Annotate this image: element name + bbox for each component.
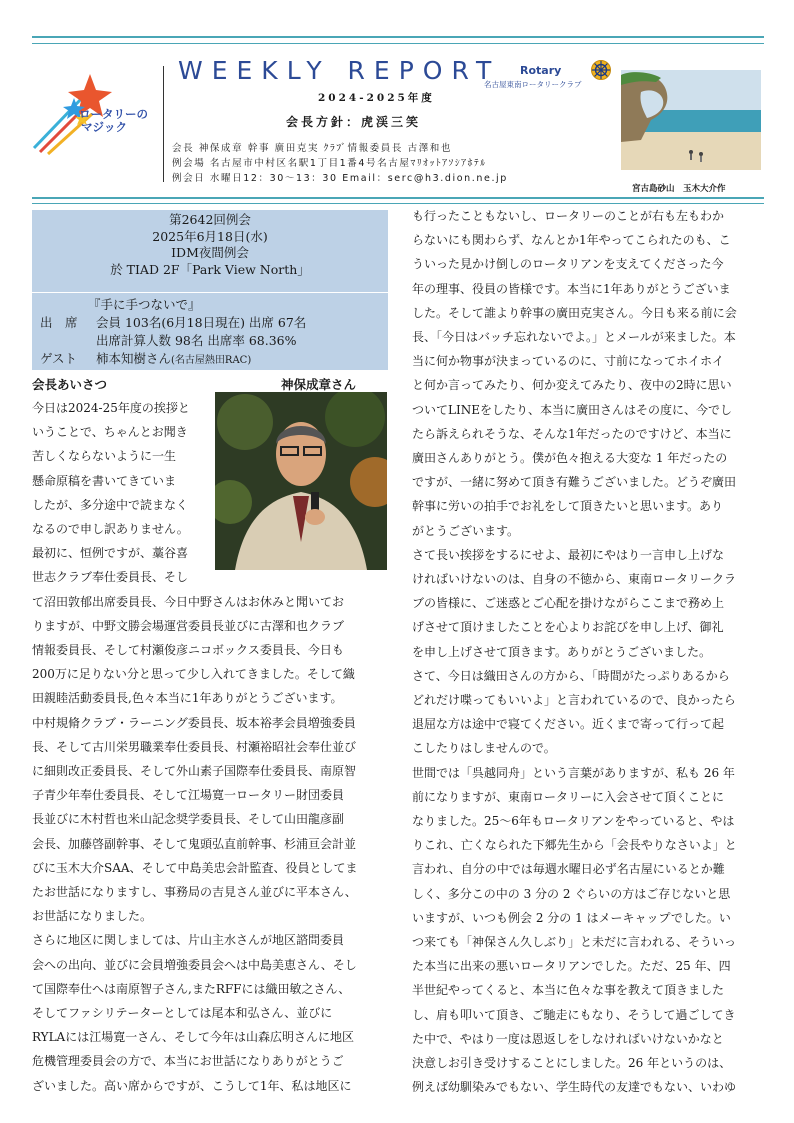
- greeting-right-line: 言われ、自分の中では毎週水曜日必ず名古屋にいるとか難: [412, 862, 725, 877]
- greeting-left-line: て国際奉仕へは南原智子さん,またRFFには織田敏之さん、: [32, 981, 351, 996]
- meeting-number: 第2642回例会: [169, 212, 251, 227]
- attendance-label: 出 席: [40, 315, 78, 330]
- greeting-left-line: したが、多分途中で読まなく: [32, 497, 189, 512]
- greeting-right-line: 退屈な方は途中で寝てください。近くまで寄って行って起: [412, 717, 725, 732]
- guest-name: [96, 350, 251, 369]
- greeting-right-line: 年の理事、役員の皆様です。本当に1年ありがとうございま: [412, 281, 731, 296]
- greeting-left-line: 子青少年奉仕委員長、そして江場寛一ロータリー財団委員: [32, 788, 345, 803]
- greeting-left-line: 最初に、恒例ですが、藁谷喜: [32, 546, 189, 561]
- meeting-box-divider: [32, 292, 388, 293]
- greeting-left-line: なるので申し訳ありません。: [32, 522, 189, 536]
- greeting-right-line: どれだけ喋ってもいいよ」と言われているので、良かったら: [412, 693, 736, 707]
- greeting-right-line: ついてLINEをしたり、本当に廣田さんはその度に、今でし: [412, 402, 732, 417]
- greeting-left-line: ざいました。高い席からですが、こうして1年、私は地区に: [32, 1078, 352, 1093]
- greeting-right-line: も行ったこともないし、ロータリーのことが右も左もわか: [412, 209, 725, 223]
- greeting-right-line: いますが、いつも例会 2 分の 1 はメーキャップでした。い: [412, 910, 731, 925]
- top-rule-2: [32, 43, 764, 44]
- venue-line: 例会場 名古屋市中村区名駅1丁目1番4号名古屋ﾏﾘｵｯﾄｱｿｼｱﾎﾃﾙ: [172, 158, 487, 169]
- president-photo: [215, 392, 387, 570]
- greeting-right-line: がとうございます。: [412, 523, 520, 538]
- logo-text: [79, 108, 159, 134]
- meeting-venue: 於 TIAD 2F「Park View North」: [110, 261, 310, 277]
- schedule-line: 例会日 水曜日12：30～13：30 Email：serc@h3.dion.ne.jp: [172, 173, 508, 184]
- greeting-right-line: しく、多分この中の 3 分の 2 ぐらいの方はご存じないと思: [412, 886, 731, 901]
- header-bottom-rule-1: [32, 197, 764, 199]
- greeting-right-line: た本当に出来の悪いロータリアンでした。ただ、25 年、四: [412, 959, 731, 974]
- rotary-mark: Rotary: [520, 64, 562, 77]
- report-title: WEEKLY REPORT: [178, 56, 501, 85]
- guest-affiliation: (名古屋熱田RAC): [171, 355, 252, 366]
- greeting-left-line: 今日は2024-25年度の挨拶と: [32, 401, 190, 415]
- greeting-left-line: 長、そして古川栄男職業奉仕委員長、村瀬裕昭社会奉仕並び: [32, 739, 357, 754]
- fiscal-year: 2024-2025年度: [318, 92, 435, 104]
- greeting-right-line: らないにも関わらず、なんとか1年やってこられたのも、こ: [412, 233, 731, 248]
- greeting-right-line: こしたりはしませんので。: [412, 741, 556, 756]
- greeting-right-line: さて、今日は織田さんの方から、「時間がたっぷりあるから: [412, 668, 730, 683]
- greeting-right-line: 決意しお引き受けすることにしました。26 年というのは、: [412, 1056, 732, 1070]
- greeting-left-line: たお世話になりますし、事務局の吉見さん並びに平本さん、: [32, 885, 357, 899]
- greeting-right-line: し、肩も叩いて頂き、ご馳走にもなり、そうして過ごしてき: [412, 1007, 736, 1022]
- greeting-right-line: と何か言ってみたり、何か変えてみたり、夜中の2時に思い: [412, 378, 732, 393]
- greeting-right-line: ブの皆様に、ご迷惑とご心配を掛けながらここまで務め上: [412, 596, 725, 611]
- painting-caption: 宮古島砂山 玉木大介作: [632, 184, 726, 194]
- meeting-name: IDM夜間例会: [171, 245, 249, 260]
- greeting-speaker: 神保成章さん: [281, 377, 357, 392]
- greeting-right-line: げさせて頂けましたことを心よりお詫びを申し上げ、御礼: [412, 620, 724, 635]
- logo-text-line-1: ロータリーの: [79, 107, 148, 121]
- greeting-right-line: ければいけないのは、自身の不徳から、東南ロータリークラ: [412, 572, 737, 586]
- meeting-summary: [32, 210, 388, 294]
- rotary-wheel-icon: [590, 59, 612, 81]
- greeting-right-line: 廣田さんありがとう。僕が色々抱える大変な 1 年だったの: [412, 451, 728, 465]
- greeting-right-line: 幹事に労いの拍手でお礼をして頂きたいと思います。あり: [412, 499, 724, 514]
- greeting-right-line: ですが、一緒に努めて頂き有難うございました。どうぞ廣田: [412, 475, 737, 490]
- greeting-right-line: 例えば幼馴染みでもない、学生時代の友達でもない、いわゆ: [412, 1080, 737, 1095]
- greeting-right-line: さて長い挨拶をするにせよ、最初にやはり一言申し上げな: [412, 547, 725, 562]
- sand-mountain-painting: [621, 70, 761, 170]
- attendance-members: 会員 103名(6月18日現在) 出席 67名: [96, 315, 307, 330]
- greeting-right-line: た中で、やはり一度は恩返しをしなければいけないかなと: [412, 1031, 724, 1046]
- greeting-left-line: いうことで、ちゃんとお聞き: [32, 425, 188, 440]
- greeting-right-line: ういった見かけ倒しのロータリアンを支えてくださった今: [412, 257, 724, 272]
- greeting-left-line: さらに地区に関しましては、片山主水さんが地区諮問委員: [32, 933, 345, 948]
- greeting-left-line: そしてファシリテーターとしては尾本和弘さん、並びに: [32, 1006, 333, 1020]
- guest-label: ゲスト: [40, 351, 78, 366]
- officers-line: 会長 神保成章 幹事 廣田克実 ｸﾗﾌﾞ情報委員長 古澤和也: [172, 143, 452, 154]
- greeting-left-line: RYLAには江場寛一さん、そして今年は山森広明さんに地区: [32, 1030, 354, 1045]
- greeting-left-line: お世話になりました。: [32, 909, 153, 924]
- greeting-heading: 会長あいさつ: [32, 377, 108, 392]
- greeting-left-line: 長並びに木村哲也米山記念奨学委員長、そして山田龍彦副: [32, 812, 345, 827]
- greeting-left-line: て沼田敦郁出席委員長、今日中野さんはお休みと聞いてお: [32, 594, 345, 609]
- header-bottom-rule-2: [32, 203, 764, 204]
- top-rule-1: [32, 36, 764, 38]
- greeting-left-line: に細則改正委員長、そして外山素子国際奉仕委員長、南原智: [32, 764, 357, 778]
- greeting-right-line: 長、「今日はバッチ忘れないでよ。」とメールが来ました。本: [412, 330, 736, 344]
- president-policy: 会長方針：虎渓三笑: [286, 115, 422, 129]
- guest-name-text: 柿本知樹さん: [96, 351, 172, 366]
- greeting-right-line: 当に何か物事が決まっているのに、寸前になってホイホイ: [412, 354, 725, 369]
- attendance-rate: 出席計算人数 98名 出席率 68.36%: [96, 333, 297, 348]
- greeting-left-line: 会への出向、並びに会員増強委員会へは中島美恵さん、そし: [32, 957, 357, 972]
- greeting-left-line: 世志クラブ奉仕委員長、そし: [32, 570, 189, 585]
- greeting-right-line: 前になりますが、東南ロータリーに入会させて頂くことに: [412, 789, 725, 804]
- greeting-right-line: 世間では「呉越同舟」という言葉がありますが、私も 26 年: [412, 765, 735, 780]
- header-divider: [163, 66, 164, 182]
- meeting-info-box: [32, 210, 388, 370]
- logo-text-line-2: マジック: [81, 120, 127, 134]
- greeting-left-line: 情報委員長、そして村瀬俊彦ニコボックス委員長、今日も: [32, 643, 344, 657]
- greeting-right-line: つ来ても「神保さん久しぶり」と未だに言われる、そういっ: [412, 935, 737, 949]
- meeting-theme: 『手に手つないで』: [88, 297, 201, 312]
- greeting-left-line: 懸命原稿を書いてきていま: [32, 473, 177, 488]
- greeting-right-line: たら訴えられそうな、そんな1年だったのですけど、本当に: [412, 426, 732, 441]
- meeting-date: 2025年6月18日(水): [152, 228, 268, 244]
- club-name: 名古屋東南ロータリークラブ: [484, 80, 582, 89]
- greeting-left-line: 200万に足りない分と思って少し入れてきました。そして織: [32, 667, 355, 682]
- greeting-left-line: 危機管理委員会の方で、本当にお世話になりありがとうご: [32, 1054, 344, 1069]
- greeting-left-line: びに玉木大介SAA、そして中島美忠会計監査、役員としてま: [32, 860, 358, 875]
- greeting-right-line: りこれ、亡くなられた下郷先生から「会長やりなさいよ」と: [412, 838, 737, 853]
- greeting-right-line: した。そして誰より幹事の廣田克実さん。今日も来る前に会: [412, 305, 737, 320]
- greeting-left-line: りますが、中野文勝会場運営委員長並びに古澤和也クラブ: [32, 618, 345, 633]
- greeting-right-line: 半世紀やってくると、本当に色々な事を教えて頂きました: [412, 983, 725, 998]
- greeting-left-line: 中村規脩クラブ・ラーニング委員長、坂本裕孝会員増強委員: [32, 715, 356, 730]
- greeting-left-line: 会長、加藤啓副幹事、そして鬼頭弘直前幹事、杉浦亘会計並: [32, 836, 357, 851]
- greeting-right-line: を申し上げさせて頂きます。ありがとうございました。: [412, 644, 712, 659]
- greeting-right-line: なりました。25～6年もロータリアンをやっていると、やは: [412, 814, 735, 828]
- greeting-left-line: 苦しくならないように一生: [32, 449, 177, 464]
- greeting-left-line: 田親睦活動委員長,色々本当に1年ありがとうございます。: [32, 691, 343, 706]
